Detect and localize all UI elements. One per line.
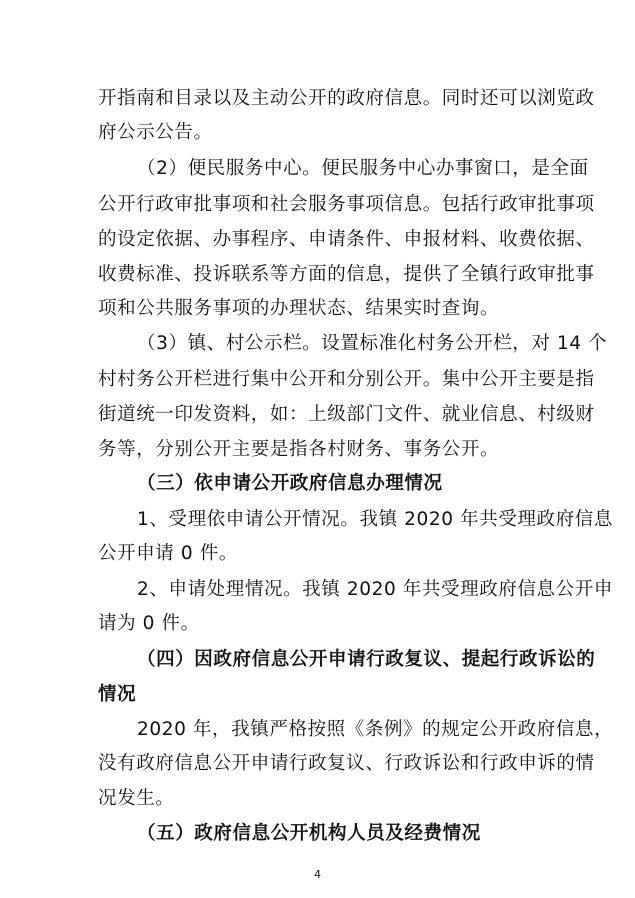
paragraph-line: 公开申请 0 件。 [98, 543, 238, 564]
paragraph-line: 2、申请处理情况。我镇 2020 年共受理政府信息公开申 [137, 579, 613, 600]
section-heading: （三）依申请公开政府信息办理情况 [137, 473, 443, 494]
paragraph-line: 街道统一印发资料，如：上级部门文件、就业信息、村级财 [98, 404, 595, 425]
paragraph-line: 公开行政审批事项和社会服务事项信息。包括行政审批事项 [98, 194, 595, 215]
section-heading: （四）因政府信息公开申请行政复议、提起行政诉讼的 [137, 649, 596, 670]
section-heading: （五）政府信息公开机构人员及经费情况 [137, 823, 481, 844]
paragraph-line: 村村务公开栏进行集中公开和分别公开。集中公开主要是指 [98, 369, 595, 390]
section-heading: 情况 [98, 684, 137, 705]
paragraph-line: 没有政府信息公开申请行政复议、行政诉讼和行政申诉的情 [98, 753, 595, 774]
paragraph-line: 的设定依据、办事程序、申请条件、申报材料、收费依据、 [98, 229, 595, 250]
paragraph-line: 开指南和目录以及主动公开的政府信息。同时还可以浏览政 [98, 88, 595, 109]
paragraph-line: 1、受理依申请公开情况。我镇 2020 年共受理政府信息 [137, 509, 613, 530]
paragraph-line: 请为 0 件。 [98, 613, 200, 634]
page-number: 4 [314, 868, 321, 881]
paragraph-line: 收费标准、投诉联系等方面的信息，提供了全镇行政审批事 [98, 264, 595, 285]
paragraph-line: 2020 年，我镇严格按照《条例》的规定公开政府信息， [137, 719, 614, 740]
paragraph-line: 项和公共服务事项的办理状态、结果实时查询。 [98, 298, 500, 319]
paragraph-line: 府公示公告。 [98, 122, 213, 143]
paragraph-line: （2）便民服务中心。便民服务中心办事窗口，是全面 [137, 158, 589, 179]
paragraph-line: （3）镇、村公示栏。设置标准化村务公开栏，对 14 个 [137, 333, 608, 354]
paragraph-line: 务等，分别公开主要是指各村财务、事务公开。 [98, 439, 500, 460]
paragraph-line: 况发生。 [98, 788, 175, 809]
